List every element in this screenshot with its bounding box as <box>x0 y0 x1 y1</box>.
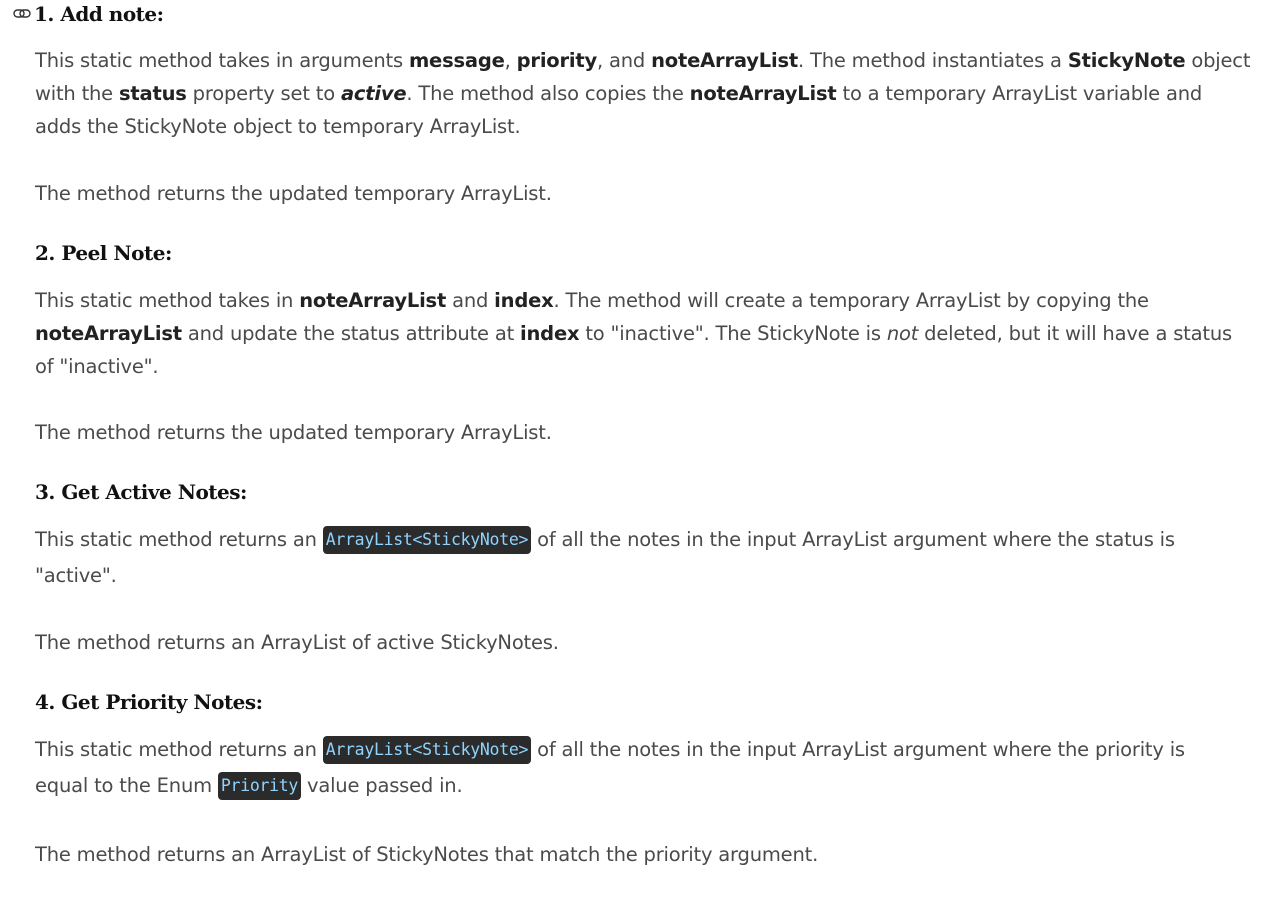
code-arraylist-stickynote: ArrayList<StickyNote> <box>323 526 531 554</box>
link-icon[interactable] <box>13 6 33 20</box>
section-heading-get-priority-notes: 4. Get Priority Notes: <box>35 690 263 714</box>
section-heading-get-active-notes: 3. Get Active Notes: <box>35 480 247 504</box>
get-active-notes-return: The method returns an ArrayList of active StickyNotes. <box>35 631 559 654</box>
get-priority-notes-description: This static method returns an ArrayList<StickyNote> of all the notes in the input ArrayList argument where the priority is equal to the Enum Priority value passed in. <box>35 732 1195 804</box>
peel-note-return: The method returns the updated temporary ArrayList. <box>35 421 552 444</box>
add-note-description: This static method takes in arguments message, priority, and noteArrayList. The method instantiates a StickyNote object with the status property set to active. The method also copies the noteArrayList to a temporary ArrayList variable and adds the StickyNote object to temporary ArrayList. <box>35 49 1251 138</box>
peel-note-description: This static method takes in noteArrayList and index. The method will create a temporary ArrayList by copying the noteArrayList and update the status attribute at index to "inactive". The StickyNote is not deleted, but it will have a status of "inactive". <box>35 289 1232 378</box>
code-priority: Priority <box>218 772 301 800</box>
section-heading-add-note: 1. Add note: <box>34 2 164 26</box>
get-active-notes-description: This static method returns an ArrayList<StickyNote> of all the notes in the input ArrayList argument where the status is "active". <box>35 528 1175 587</box>
get-priority-notes-return: The method returns an ArrayList of StickyNotes that match the priority argument. <box>35 843 819 866</box>
code-arraylist-stickynote: ArrayList<StickyNote> <box>323 736 531 764</box>
section-heading-peel-note: 2. Peel Note: <box>35 241 172 265</box>
add-note-return: The method returns the updated temporary ArrayList. <box>35 182 552 205</box>
